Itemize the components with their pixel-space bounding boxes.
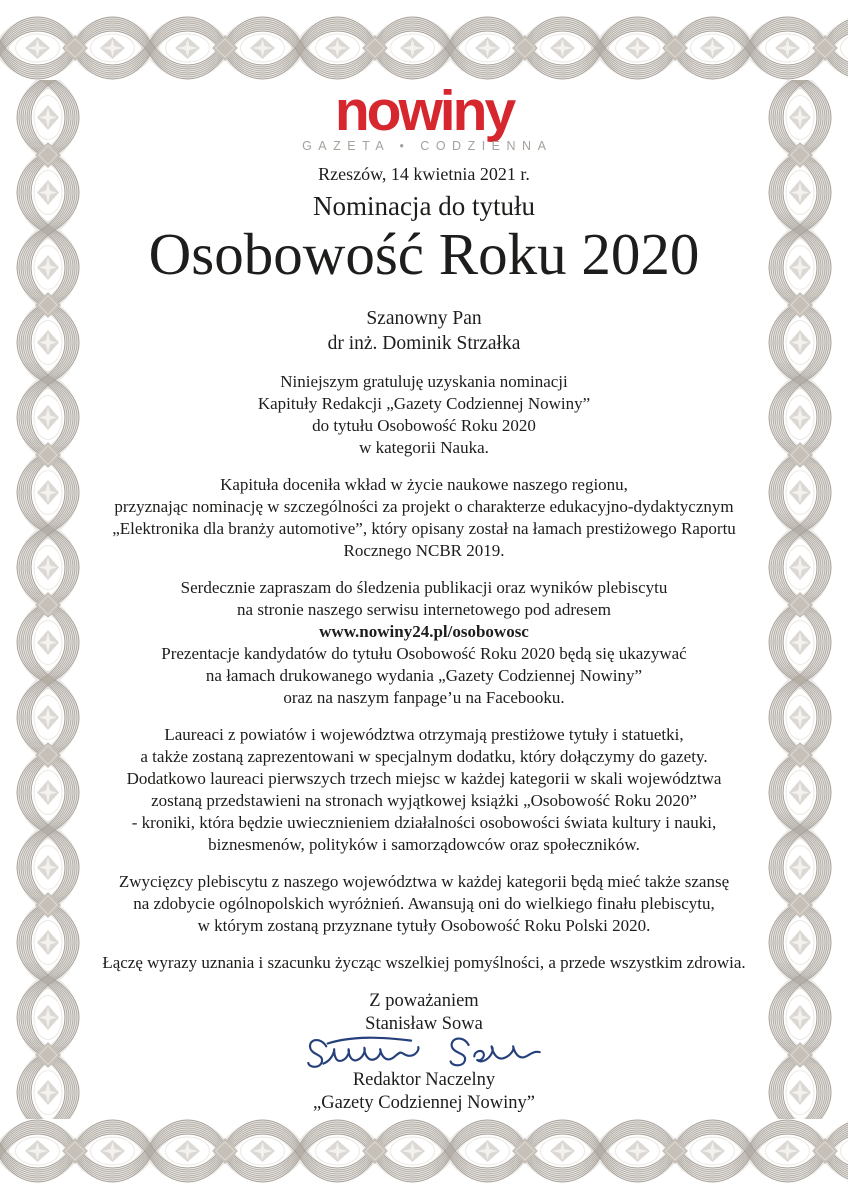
paragraph-website — [84, 577, 764, 709]
paragraph-wishes — [84, 952, 764, 974]
text-line: Łączę wyrazy uznania i szacunku życząc wszelkiej pomyślności, a przede wszystkim zdrowia. — [102, 953, 746, 973]
valediction: Z poważaniem — [369, 991, 479, 1012]
nowiny-logo — [84, 79, 764, 154]
text-line: - kroniki, która będzie uwiecznieniem działalności osobowości świata kultury i nauki, — [131, 813, 717, 833]
addressee-block — [84, 306, 764, 356]
text-line: Rocznego NCBR 2019. — [343, 541, 505, 561]
signer-organization: „Gazety Codziennej Nowiny” — [313, 1093, 535, 1114]
closing-block — [84, 990, 764, 1115]
date-line: Rzeszów, 14 kwietnia 2021 r. — [318, 164, 530, 185]
logo-tagline: GAZETA • CODZIENNA — [302, 139, 553, 154]
text-line: Dodatkowo laureaci pierwszych trzech miejsc w każdej kategorii w skali województwa — [126, 769, 722, 789]
text-line: Kapituły Redakcji „Gazety Codziennej Nowiny” — [257, 394, 591, 414]
addressee-salutation: Szanowny Pan — [366, 308, 482, 330]
text-line: a także zostaną zaprezentowani w specjalnym dodatku, który dołączymy do gazety. — [140, 747, 708, 767]
paragraph-project — [84, 474, 764, 562]
text-line: Zwycięzcy plebiscytu z naszego województwa w każdej kategorii będą mieć także szansę — [118, 872, 730, 892]
text-line: biznesmenów, polityków i samorządowców oraz społeczników. — [208, 835, 640, 855]
nomination-subtitle: Nominacja do tytułu — [313, 191, 535, 222]
paragraph-website-top — [84, 577, 764, 621]
signer-name: Stanisław Sowa — [365, 1014, 483, 1035]
addressee-name: dr inż. Dominik Strzałka — [327, 333, 521, 355]
logo-wordmark: nowiny — [334, 79, 514, 143]
text-line: w którym zostaną przyznane tytuły Osobowość Roku Polski 2020. — [197, 916, 651, 936]
text-line: Kapituła doceniła wkład w życie naukowe naszego regionu, — [220, 475, 628, 495]
text-line: „Elektronika dla branży automotive”, który opisany został na łamach prestiżowego Raportu — [112, 519, 736, 539]
text-line: oraz na naszym fanpage’u na Facebooku. — [283, 688, 565, 708]
paragraph-winners — [84, 871, 764, 937]
text-line: Laureaci z powiatów i województwa otrzymają prestiżowe tytuły i statuetki, — [164, 725, 684, 745]
text-line: na stronie naszego serwisu internetowego pod adresem — [237, 600, 611, 620]
text-line: na łamach drukowanego wydania „Gazety Codziennej Nowiny” — [205, 666, 643, 686]
website-url: www.nowiny24.pl/osobowosc — [319, 622, 529, 642]
text-line: w kategorii Nauka. — [359, 438, 489, 458]
certificate-title: Osobowość Roku 2020 — [148, 221, 700, 288]
signer-role: Redaktor Naczelny — [352, 1070, 496, 1091]
text-line: Niniejszym gratuluję uzyskania nominacji — [280, 372, 568, 392]
paragraph-website-bottom — [84, 643, 764, 709]
text-line: przyznając nominację w szczególności za projekt o charakterze edukacyjno-dydaktycznym — [114, 497, 734, 517]
text-line: Serdecznie zapraszam do śledzenia publikacji oraz wyników plebiscytu — [180, 578, 668, 598]
text-line: na zdobycie ogólnopolskich wyróżnień. Awansują oni do wielkiego finału plebiscytu, — [133, 894, 715, 914]
paragraph-laureates — [84, 724, 764, 856]
paragraph-nomination — [84, 371, 764, 459]
text-line: zostaną przedstawieni na stronach wyjątkowej książki „Osobowość Roku 2020” — [151, 791, 697, 811]
text-line: Prezentacje kandydatów do tytułu Osobowość Roku 2020 będą się ukazywać — [161, 644, 687, 664]
text-line: do tytułu Osobowość Roku 2020 — [312, 416, 536, 436]
